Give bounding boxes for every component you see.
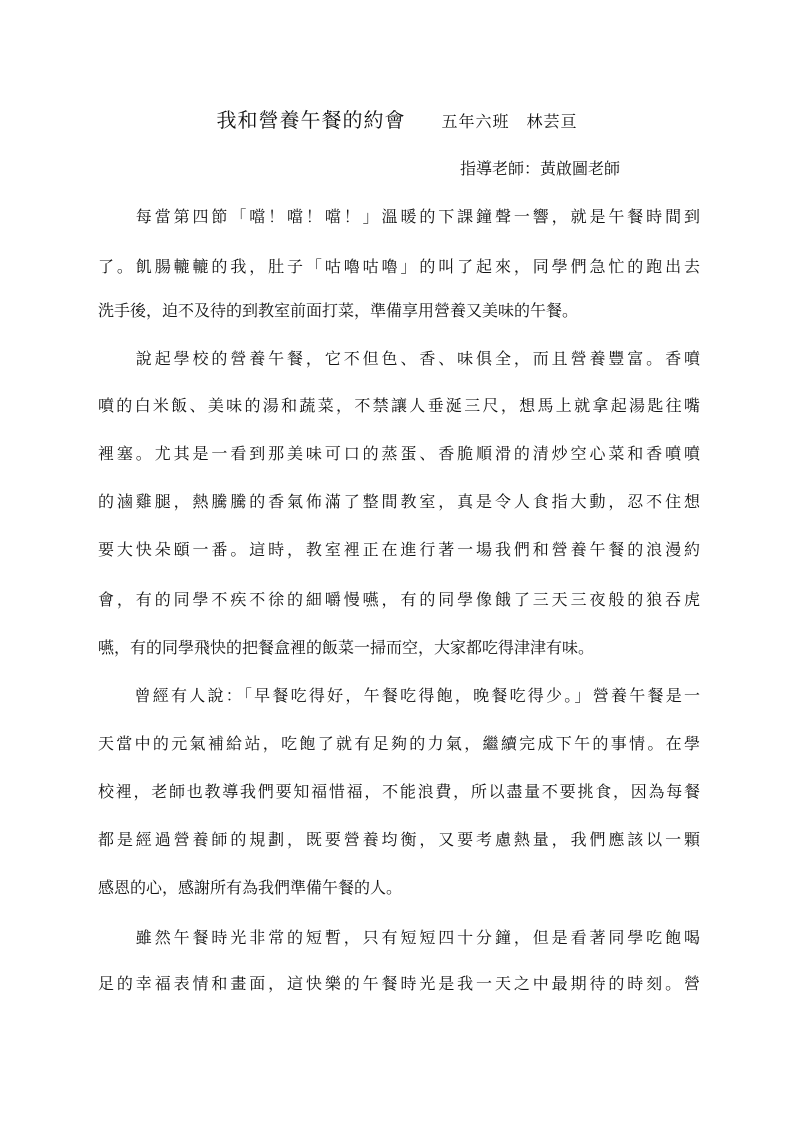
body-line: 足的幸福表情和畫面，這快樂的午餐時光是我一天之中最期待的時刻。營 xyxy=(98,974,700,993)
body-line: 說起學校的營養午餐，它不但色、香、味俱全，而且營養豐富。香噴 xyxy=(98,349,700,368)
body-line: 每當第四節「噹！噹！噹！」溫暖的下課鐘聲一響，就是午餐時間到 xyxy=(98,207,700,226)
body-line: 裡塞。尤其是一看到那美味可口的蒸蛋、香脆順滑的清炒空心菜和香噴噴 xyxy=(98,444,700,463)
body-line: 感恩的心，感謝所有為我們準備午餐的人。 xyxy=(98,878,403,897)
body-line: 的滷雞腿，熱騰騰的香氣佈滿了整間教室，真是令人食指大動，忍不住想 xyxy=(98,492,700,511)
teacher-credit: 指導老師：黃啟圖老師 xyxy=(460,159,621,178)
body-line: 都是經過營養師的規劃，既要營養均衡，又要考慮熱量，我們應該以一顆 xyxy=(98,830,700,849)
body-line: 要大快朵頤一番。這時，教室裡正在進行著一場我們和營養午餐的浪漫約 xyxy=(98,540,700,559)
body-line: 嚥，有的同學飛快的把餐盒裡的飯菜一掃而空，大家都吃得津津有味。 xyxy=(98,638,595,657)
body-line: 洗手後，迫不及待的到教室前面打菜，準備享用營養又美味的午餐。 xyxy=(98,301,579,320)
class-author: 五年六班 林芸亘 xyxy=(441,112,578,131)
essay-title: 我和營養午餐的約會 xyxy=(216,108,406,132)
body-line: 噴的白米飯、美味的湯和蔬菜，不禁讓人垂涎三尺，想馬上就拿起湯匙往嘴 xyxy=(98,396,700,415)
body-line: 校裡，老師也教導我們要知福惜福，不能浪費，所以盡量不要挑食，因為每餐 xyxy=(98,782,700,801)
body-line: 會，有的同學不疾不徐的細嚼慢嚥，有的同學像餓了三天三夜般的狼吞虎 xyxy=(98,590,700,609)
title-line xyxy=(0,106,794,136)
body-line: 曾經有人說：「早餐吃得好，午餐吃得飽，晚餐吃得少。」營養午餐是一 xyxy=(98,686,700,705)
body-line: 了。飢腸轆轆的我，肚子「咕嚕咕嚕」的叫了起來，同學們急忙的跑出去 xyxy=(98,257,700,276)
body-line: 天當中的元氣補給站，吃飽了就有足夠的力氣，繼續完成下午的事情。在學 xyxy=(98,734,700,753)
body-line: 雖然午餐時光非常的短暫，只有短短四十分鐘，但是看著同學吃飽喝 xyxy=(98,928,700,947)
